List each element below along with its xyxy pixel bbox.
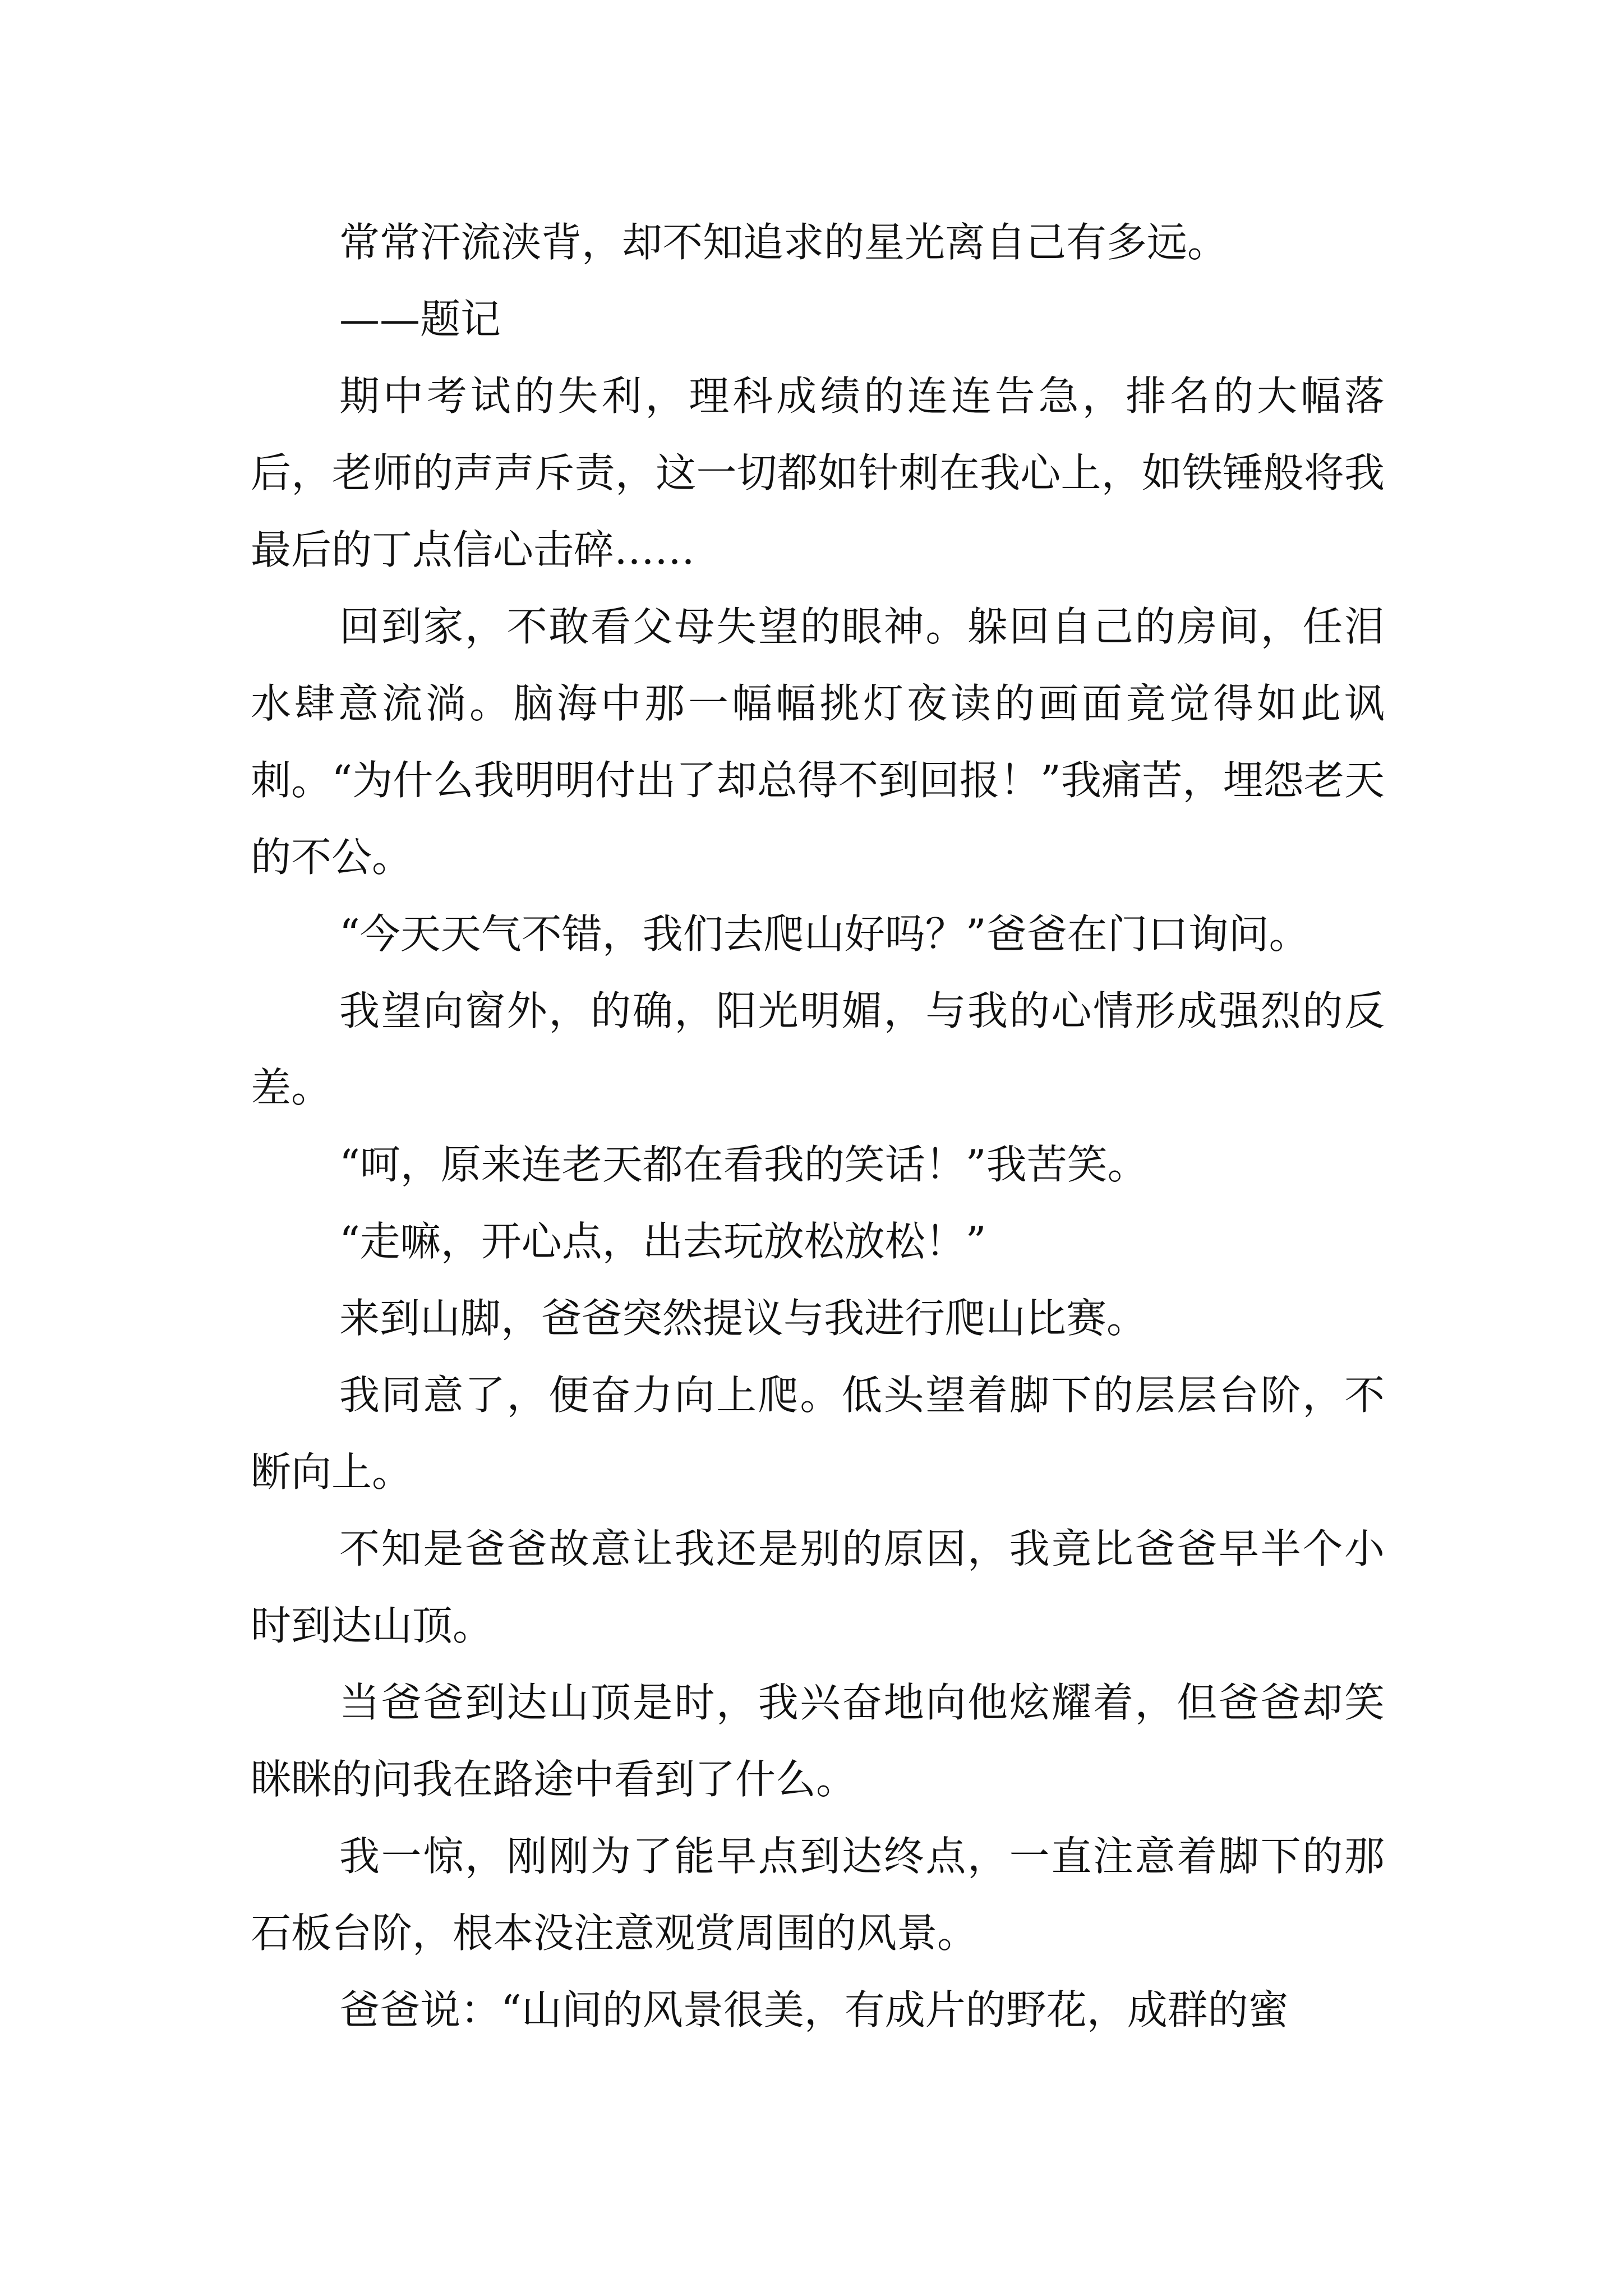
paragraph-epigraph: 常常汗流浃背，却不知追求的星光离自己有多远。 [339,219,1228,266]
essay-body [251,204,1385,2049]
paragraph-epigraph-attribution: ——题记 [339,296,501,343]
paragraph: 我一惊，刚刚为了能早点到达终点，一直注意着脚下的那石板台阶，根本没注意观赏周围的风景。 [251,1833,1385,1957]
paragraph: 期中考试的失利，理科成绩的连连告急，排名的大幅落后，老师的声声斥责，这一切都如针刺在我心上，如铁锤般将我最后的丁点信心击碎…… [251,372,1385,573]
paragraph: 来到山脚，爸爸突然提议与我进行爬山比赛。 [339,1295,1147,1342]
paragraph: 我同意了，便奋力向上爬。低头望着脚下的层层台阶，不断向上。 [251,1372,1385,1496]
paragraph: “走嘛，开心点，出去玩放松放松！” [339,1218,986,1265]
paragraph: 当爸爸到达山顶是时，我兴奋地向他炫耀着，但爸爸却笑眯眯的问我在路途中看到了什么。 [251,1679,1385,1803]
paragraph: 不知是爸爸故意让我还是别的原因，我竟比爸爸早半个小时到达山顶。 [251,1525,1385,1649]
paragraph: “呵，原来连老天都在看我的笑话！”我苦笑。 [339,1141,1148,1188]
paragraph: 我望向窗外，的确，阳光明媚，与我的心情形成强烈的反差。 [251,987,1385,1111]
paragraph: “今天天气不错，我们去爬山好吗？”爸爸在门口询问。 [339,910,1310,958]
paragraph: 回到家，不敢看父母失望的眼神。躲回自己的房间，任泪水肆意流淌。脑海中那一幅幅挑灯夜读的画面竟觉得如此讽刺。“为什么我明明付出了却总得不到回报！”我痛苦，埋怨老天的不公。 [251,603,1385,881]
paragraph: 爸爸说：“山间的风景很美，有成片的野花，成群的蜜 [339,1986,1289,2033]
